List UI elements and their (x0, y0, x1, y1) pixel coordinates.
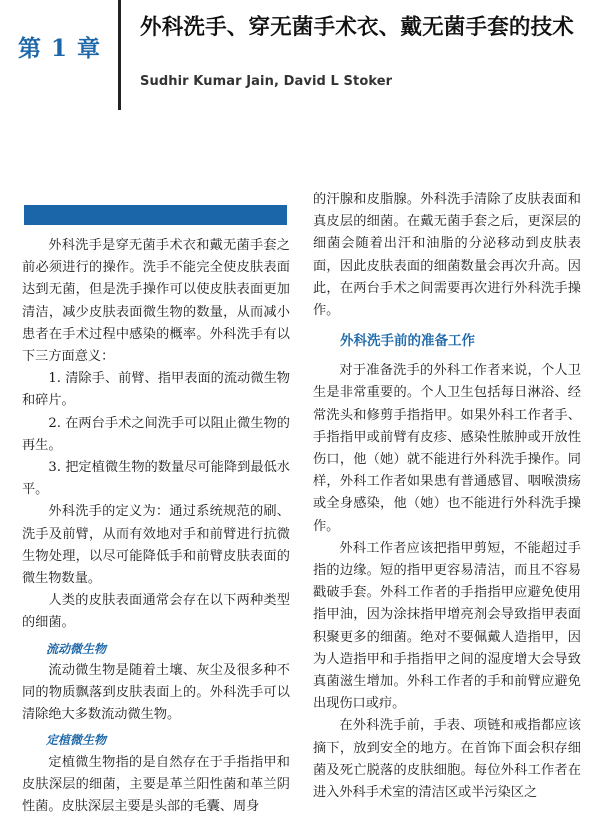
jewelry-paragraph: 在外科洗手前，手表、项链和戒指都应该摘下，放到安全的地方。在首饰下面会积存细菌及死亡脱落的皮肤细胞。每位外科工作者在进入外科手术室的清洁区或半污染区之 (313, 718, 581, 801)
subhead-transient: 流动微生物 (46, 641, 107, 656)
right-column (313, 189, 581, 804)
two-types-paragraph: 人类的皮肤表面通常会存在以下两种类型的细菌。 (22, 593, 290, 631)
point-1: 1. 清除手、前臂、指甲表面的流动微生物和碎片。 (22, 371, 290, 409)
subhead-resident: 定植微生物 (46, 733, 107, 748)
authors: Sudhir Kumar Jain, David L Stoker (140, 74, 393, 89)
chapter-header (0, 0, 115, 80)
hygiene-paragraph: 对于准备洗手的外科工作者来说，个人卫生是非常重要的。个人卫生包括每日淋浴、经常洗头和修剪手指指甲。如果外科工作者手、手指指甲或前臂有皮疹、感染性脓肿或开放性伤口，他（她）就不能进行外科洗手操作。同样，外科工作者如果患有普通感冒、咽喉溃疡或全身感染，他（她）也不能进行外科洗手操作。 (313, 363, 581, 534)
chapter-label: 第 1 章 (18, 35, 102, 62)
transient-paragraph: 流动微生物是随着土壤、灰尘及很多种不同的物质飘落到皮肤表面上的。外科洗手可以清除绝大多数流动微生物。 (22, 662, 290, 723)
intro-paragraph: 外科洗手是穿无菌手术衣和戴无菌手套之前必须进行的操作。洗手不能完全使皮肤表面达到无菌，但是洗手操作可以使皮肤表面更加清洁，减少皮肤表面微生物的数量，从而减小患者在手术过程中感染的概率。外科洗手有以下三方面意义： (22, 238, 290, 365)
point-2: 2. 在两台手术之间洗手可以阻止微生物的再生。 (22, 415, 290, 453)
continuation-paragraph: 的汗腺和皮脂腺。外科洗手清除了皮肤表面和真皮层的细菌。在戴无菌手套之后，更深层的细菌会随着出汗和油脂的分泌移动到皮肤表面，因此皮肤表面的细菌数量会再次升高。因此，在两台手术之间需要再次进行外科洗手操作。 (313, 192, 581, 319)
definition-paragraph: 外科洗手的定义为：通过系统规范的刷、洗手及前臂，从而有效地对手和前臂进行抗微生物处理，以尽可能降低手和前臂皮肤表面的微生物数量。 (22, 504, 290, 587)
section-color-bar (24, 205, 287, 225)
header-divider (118, 0, 121, 110)
chapter-title: 外科洗手、穿无菌手术衣、戴无菌手套的技术 (140, 15, 575, 40)
nails-paragraph: 外科工作者应该把指甲剪短，不能超过手指的边缘。短的指甲更容易清洁，而且不容易戳破手套。外科工作者的手指指甲应避免使用指甲油，因为涂抹指甲增亮剂会导致指甲表面积聚更多的细菌。绝对不要佩戴人造指甲，因为人造指甲和手指指甲之间的湿度增大会导致真菌滋生增加。外科工作者的手和前臂应避免出现伤口或疖。 (313, 540, 581, 712)
resident-paragraph: 定植微生物指的是自然存在于手指指甲和皮肤深层的细菌，主要是革兰阳性菌和革兰阴性菌。皮肤深层主要是头部的毛囊、周身 (22, 754, 290, 815)
left-column (22, 235, 290, 818)
point-3: 3. 把定植微生物的数量尽可能降到最低水平。 (22, 460, 290, 498)
section-heading: 外科洗手前的准备工作 (340, 333, 475, 350)
